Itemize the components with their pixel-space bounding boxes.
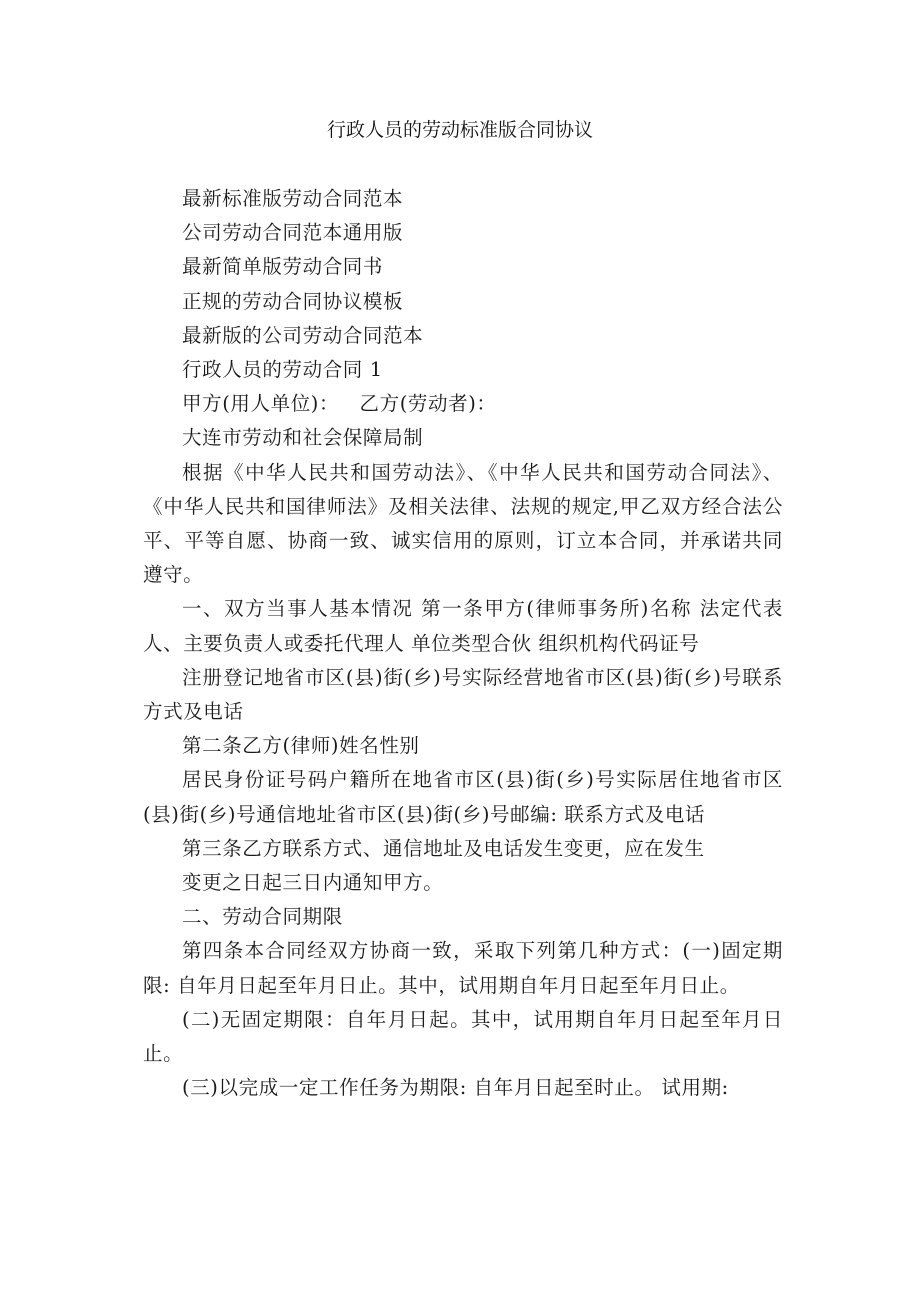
paragraph: 变更之日起三日内通知甲方。 bbox=[182, 871, 444, 895]
paragraph: 第三条乙方联系方式、通信地址及电话发生变更，应在发生 bbox=[182, 836, 705, 860]
paragraph: (三)以完成一定工作任务为期限: 自年月日起至时止。 试用期: bbox=[182, 1076, 729, 1100]
paragraph: 根据《中华人民共和国劳动法》、《中华人民共和国劳动合同法》、《中华人民共和国律师法》及相关法律、法规的规定,甲乙双方经合法公平、平等自愿、协商一致、诚实信用的原则，订立本合同，并承诺共同遵守。 bbox=[143, 460, 783, 587]
paragraph: 行政人员的劳动合同 1 bbox=[182, 358, 383, 382]
paragraph: 第二条乙方(律师)姓名性别 bbox=[182, 734, 420, 758]
paragraph: (二)无固定期限：自年月日起。其中，试用期自年月日起至年月日止。 bbox=[143, 1007, 783, 1066]
paragraph: 大连市劳动和社会保障局制 bbox=[182, 426, 424, 450]
paragraph: 居民身份证号码户籍所在地省市区(县)街(乡)号实际居住地省市区(县)街(乡)号通信地址省市区(县)街(乡)号邮编: 联系方式及电话 bbox=[143, 768, 783, 826]
paragraph: 第四条本合同经双方协商一致，采取下列第几种方式：(一)固定期限: 自年月日起至年月日止。其中，试用期自年月日起至年月日止。 bbox=[143, 939, 783, 997]
paragraph: 二、劳动合同期限 bbox=[182, 905, 343, 929]
document-title: 行政人员的劳动标准版合同协议 bbox=[326, 119, 593, 141]
paragraph: 最新版的公司劳动合同范本 bbox=[182, 323, 424, 347]
paragraph: 注册登记地省市区(县)街(乡)号实际经营地省市区(县)街(乡)号联系方式及电话 bbox=[143, 665, 783, 724]
paragraph: 公司劳动合同范本通用版 bbox=[182, 221, 404, 245]
document-body bbox=[143, 182, 783, 1105]
paragraph: 最新标准版劳动合同范本 bbox=[182, 187, 404, 210]
paragraph: 最新简单版劳动合同书 bbox=[182, 255, 384, 279]
paragraph: 甲方(用人单位)： 乙方(劳动者)： bbox=[182, 392, 497, 416]
paragraph: 正规的劳动合同协议模板 bbox=[182, 289, 404, 313]
paragraph: 一、双方当事人基本情况 第一条甲方(律师事务所)名称 法定代表人、主要负责人或委托代理人 单位类型合伙 组织机构代码证号 bbox=[143, 597, 783, 655]
